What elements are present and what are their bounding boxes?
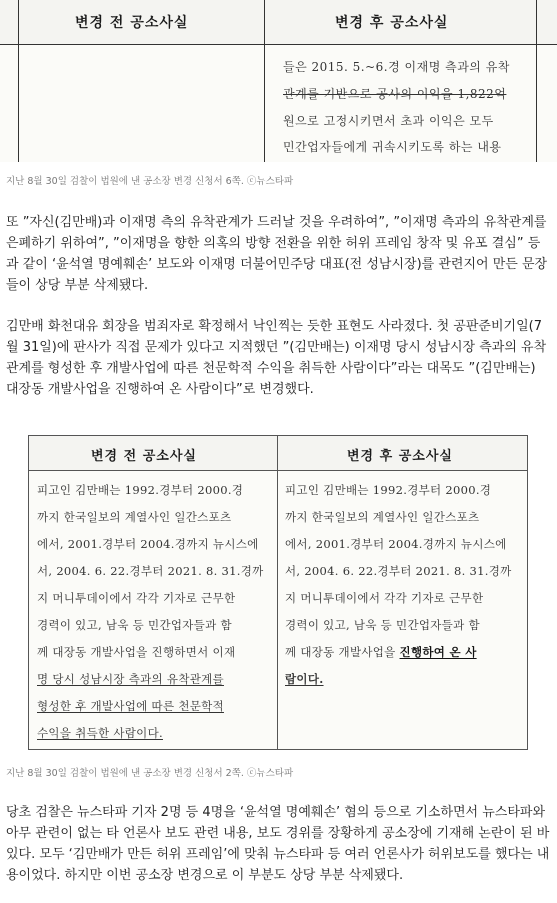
left-line: 께 대장동 개발사업을 진행하면서 이재 <box>37 645 236 659</box>
right-line: 에서, 2001.경부터 2004.경까지 뉴시스에 <box>285 537 507 551</box>
right-line: 피고인 김만배는 1992.경부터 2000.경 <box>285 483 492 497</box>
article-paragraph-3: 당초 검찰은 뉴스타파 기자 2명 등 4명을 ‘윤석열 명예훼손’ 혐의 등으로 기소하면서 뉴스타파와 아무 관련이 없는 타 언론사 보도 관련 내용, 보도 경위를 장황하게 공소장에 기재해 논란이 된 바 있다. 모두 ‘김만배가 만든 허위 프레임’에 맞춰 뉴스타파 등 여러 언론사가 허위보도를 했다는 내용이었다. 하지만 이번 공소장 변경으로 이 부분도 상당 부분 삭제됐다. <box>6 805 550 883</box>
right-line-text: 께 대장동 개발사업을 <box>285 645 400 659</box>
table-border-left <box>18 0 19 162</box>
header-after: 변경 후 공소사실 <box>335 15 449 31</box>
header-after: 변경 후 공소사실 <box>347 449 453 464</box>
table-header <box>29 436 528 471</box>
right-line: 서, 2004. 6. 22.경부터 2021. 8. 31.경까 <box>285 564 512 578</box>
indictment-change-image-2 <box>28 435 528 750</box>
left-line: 에서, 2001.경부터 2004.경까지 뉴시스에 <box>37 537 259 551</box>
left-line: 지 머니투데이에서 각각 기자로 근무한 <box>37 591 236 605</box>
image-caption-1: 지난 8월 30일 검찰이 법원에 낸 공소장 변경 신청서 6쪽. ⓒ뉴스타파 <box>6 176 294 187</box>
table-header <box>0 0 557 45</box>
table-divider <box>264 0 265 162</box>
article-paragraph-2: 김만배 화천대유 회장을 범죄자로 확정해서 낙인찍는 듯한 표현도 사라졌다. 첫 공판준비기일(7월 31일)에 판사가 직접 문제가 있다고 지적했던 ”(김만배는) 이재명 당시 성남시장 측과의 유착관계를 형성한 후 개발사업에 따른 천문학적 수익을 취득한 사람이다”라는 대목도 ”(김만배는) 대장동 개발사업을 진행하여 온 사람이다”로 변경했다. <box>6 319 547 397</box>
right-line: 경력이 있고, 남욱 등 민간업자들과 함 <box>285 618 480 632</box>
left-line: 서, 2004. 6. 22.경부터 2021. 8. 31.경까 <box>37 564 264 578</box>
doc-line: 원으로 고정시키면서 초과 이익은 모두 <box>283 114 494 128</box>
left-line: 피고인 김만배는 1992.경부터 2000.경 <box>37 483 244 497</box>
doc-line: 들은 2015. 5.~6.경 이재명 측과의 유착 <box>283 60 510 74</box>
doc-line-struck: 관계를 기반으로 공사의 이익을 1,822억 <box>283 87 507 101</box>
right-line <box>285 644 477 660</box>
left-line: 경력이 있고, 남욱 등 민간업자들과 함 <box>37 618 232 632</box>
article-paragraph-1: 또 ”자신(김만배)과 이재명 측의 유착관계가 드러날 것을 우려하여”, ”이재명 측과의 유착관계를 은폐하기 위하여”, ”이재명을 향한 의혹의 방향 전환을 위한 허위 프레임 창작 및 유포 결심” 등과 같이 ‘윤석열 명예훼손’ 보도와 이재명 더불어민주당 대표(전 성남시장)를 관련지어 만든 문장들이 상당 부분 삭제됐다. <box>6 215 548 293</box>
right-line-bold: 진행하여 온 사 <box>399 645 477 659</box>
left-line-underlined: 명 당시 성남시장 측과의 유착관계를 <box>37 672 224 686</box>
header-before: 변경 전 공소사실 <box>75 15 189 31</box>
left-line-underlined: 수익을 취득한 사람이다. <box>37 726 163 740</box>
left-line-underlined: 형성한 후 개발사업에 따른 천문학적 <box>37 699 224 713</box>
image-caption-2: 지난 8월 30일 검찰이 법원에 낸 공소장 변경 신청서 2쪽. ⓒ뉴스타파 <box>6 768 294 779</box>
header-before: 변경 전 공소사실 <box>91 449 197 464</box>
table-divider <box>277 436 278 750</box>
right-line: 지 머니투데이에서 각각 기자로 근무한 <box>285 591 484 605</box>
doc-line: 민간업자들에게 귀속시키도록 하는 내용 <box>283 140 502 154</box>
right-line-bold: 람이다. <box>285 672 324 686</box>
indictment-change-image-1 <box>0 0 557 162</box>
left-line: 까지 한국일보의 계열사인 일간스포츠 <box>37 510 232 524</box>
right-line: 까지 한국일보의 계열사인 일간스포츠 <box>285 510 480 524</box>
